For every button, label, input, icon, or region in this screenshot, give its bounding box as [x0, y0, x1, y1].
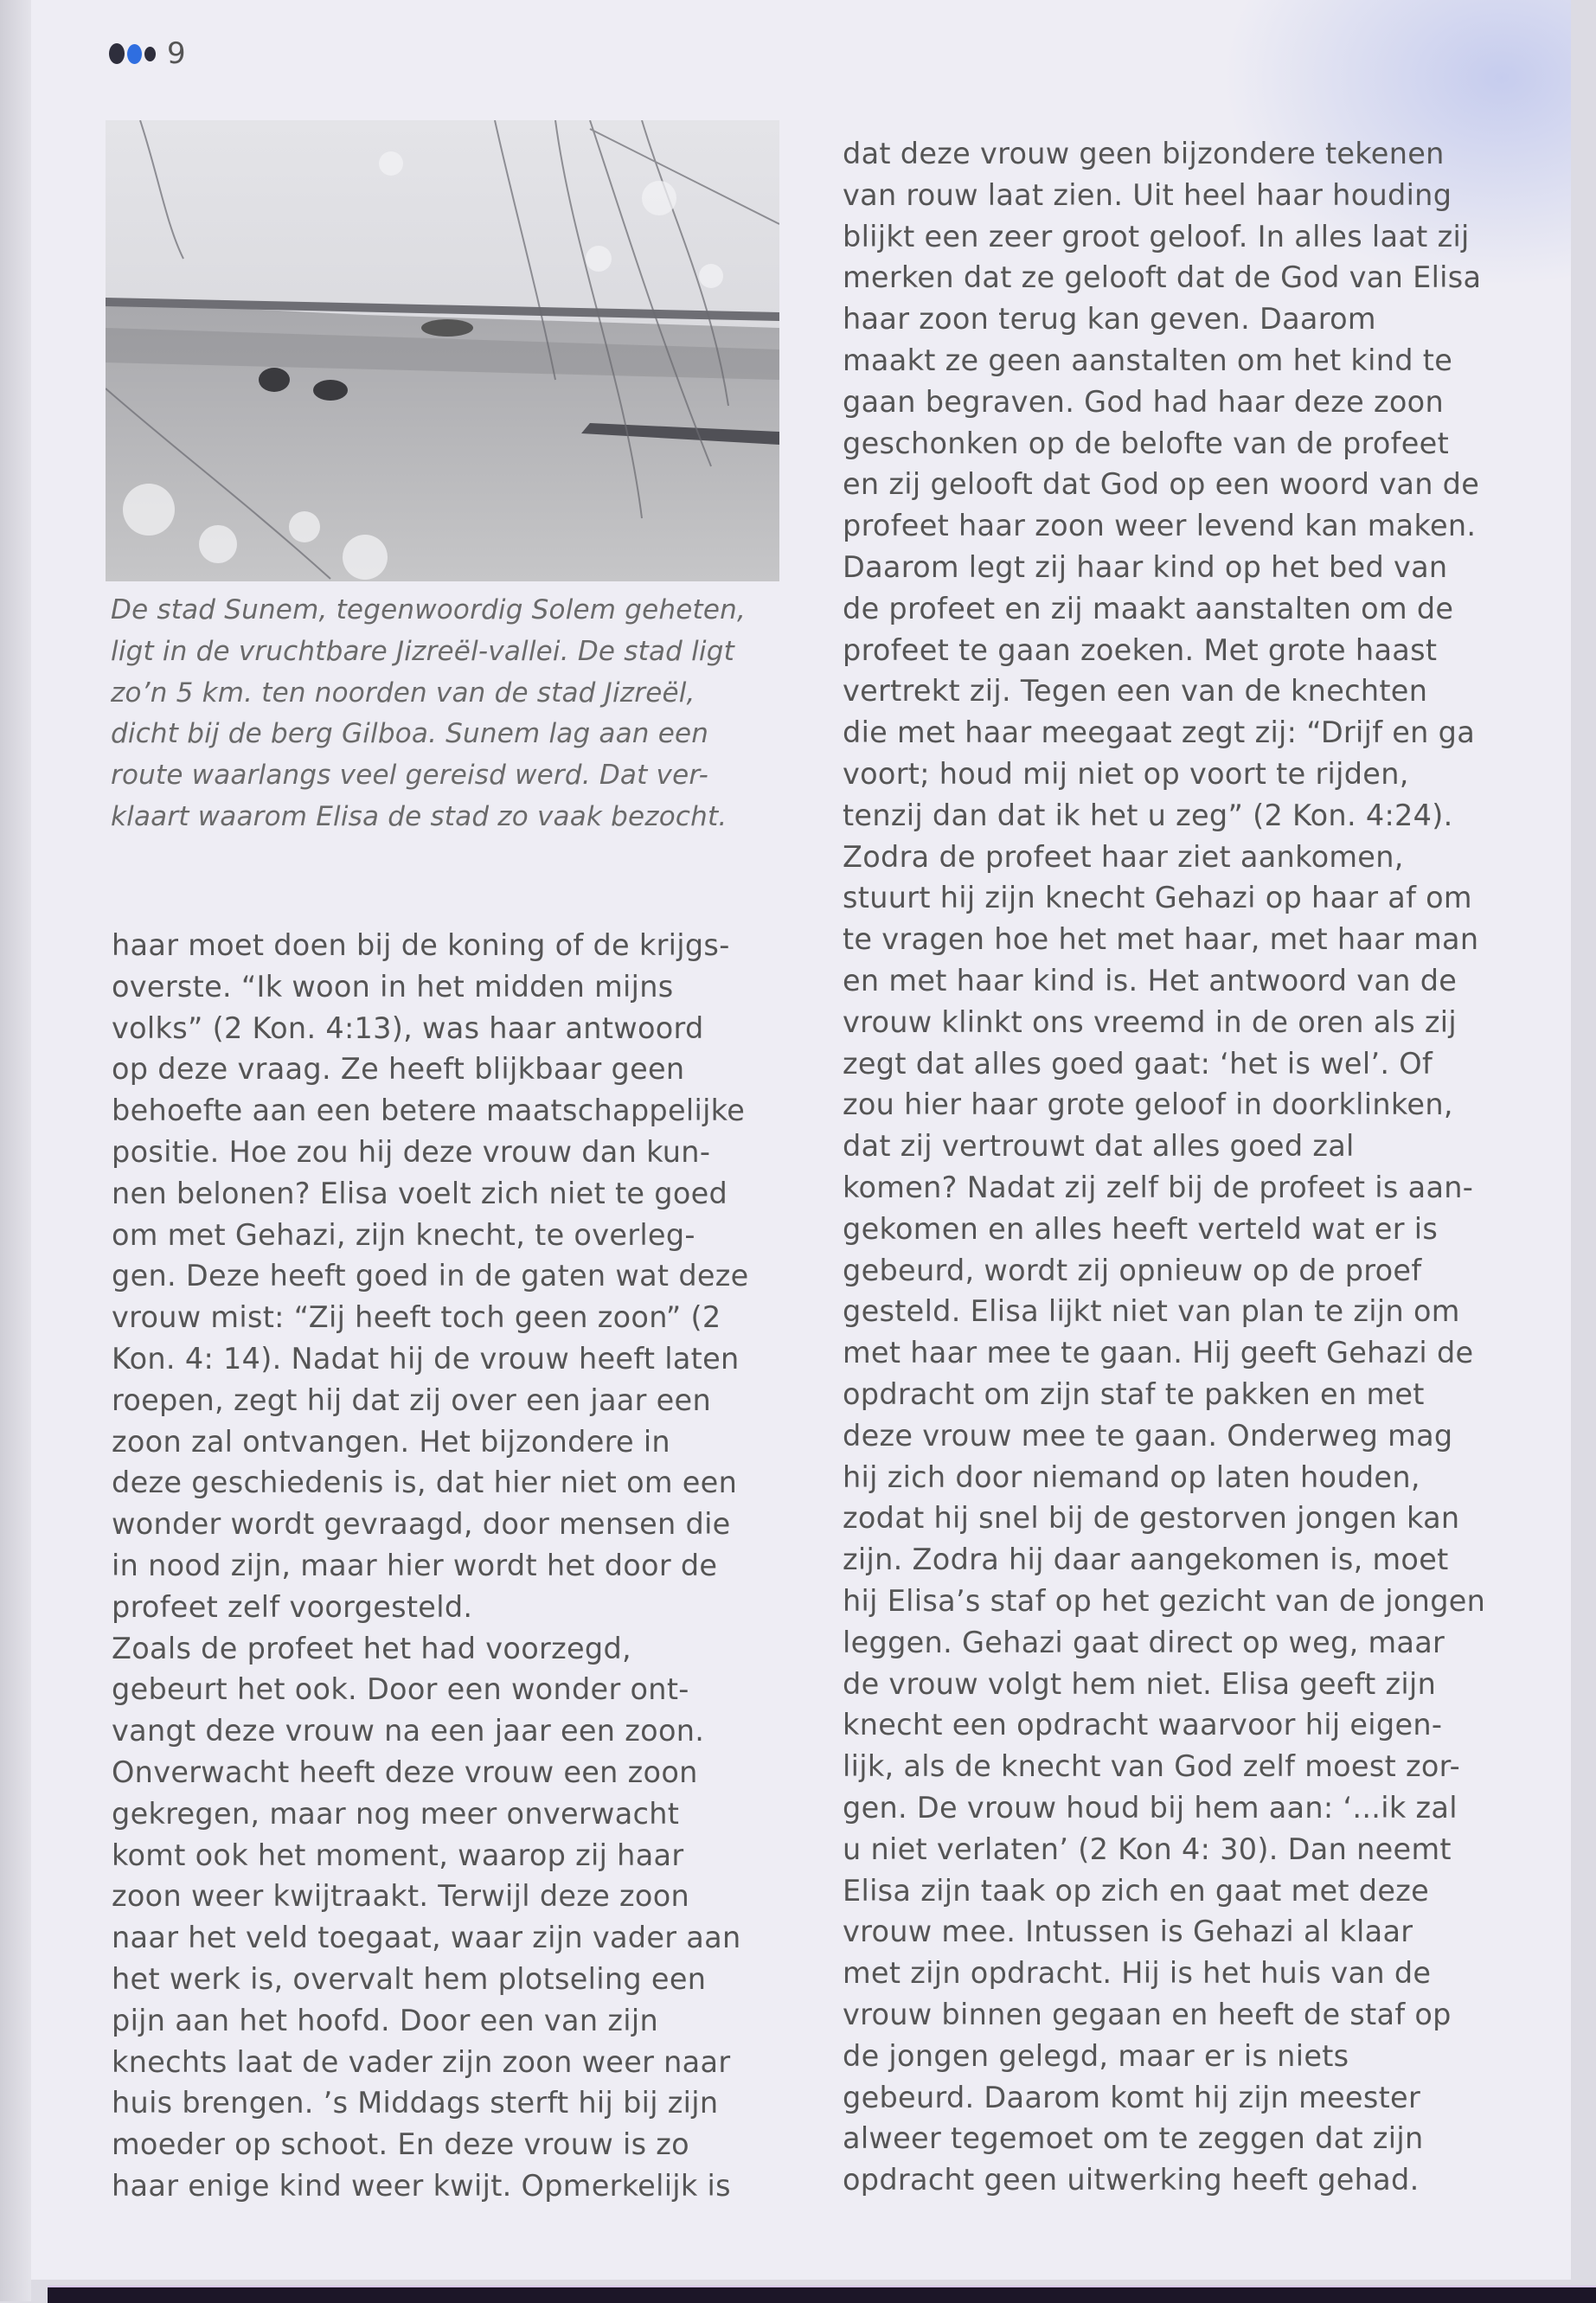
text-line: op deze vraag. Ze heeft blijkbaar geen: [112, 1052, 685, 1087]
text-line: knechts laat de vader zijn zoon weer naar: [112, 2044, 731, 2079]
text-line: vrouw mee. Intussen is Gehazi al klaar: [843, 1915, 1413, 1949]
text-line: komt ook het moment, waarop zij haar: [112, 1838, 684, 1872]
text-line: Elisa zijn taak op zich en gaat met deze: [843, 1873, 1430, 1908]
text-line: vangt deze vrouw na een jaar een zoon.: [112, 1714, 705, 1748]
text-line: die met haar meegaat zegt zij: “Drijf en ga: [843, 715, 1476, 750]
text-line: om met Gehazi, zijn knecht, te overleg-: [112, 1217, 695, 1252]
text-line: vrouw mist: “Zij heeft toch geen zoon” (2: [112, 1300, 721, 1335]
text-line: te vragen hoe het met haar, met haar man: [843, 922, 1479, 957]
text-line: nen belonen? Elisa voelt zich niet te goed: [112, 1176, 728, 1210]
text-line: en zij gelooft dat God op een woord van de: [843, 467, 1480, 502]
text-line: stuurt hij zijn knecht Gehazi op haar af om: [843, 881, 1472, 915]
text-line: gebeurt het ook. Door een wonder ont-: [112, 1672, 689, 1707]
text-line: hij zich door niemand op laten houden,: [843, 1459, 1420, 1494]
text-line: maakt ze geen aanstalten om het kind te: [843, 343, 1453, 377]
text-line: gen. Deze heeft goed in de gaten wat deze: [112, 1259, 749, 1293]
text-line: huis brengen. ’s Middags sterft hij bij zijn: [112, 2086, 719, 2120]
caption-line: De stad Sunem, tegenwoordig Solem geheten,: [111, 594, 747, 625]
text-line: wonder wordt gevraagd, door mensen die: [112, 1507, 731, 1542]
text-line: geschonken op de belofte van de profeet: [843, 426, 1450, 460]
text-line: lijk, als de knecht van God zelf moest zor-: [843, 1749, 1460, 1784]
text-line: profeet te gaan zoeken. Met grote haast: [843, 632, 1438, 667]
text-line: zegt dat alles goed gaat: ‘het is wel’. Of: [843, 1046, 1433, 1081]
dot-blue-icon: [127, 44, 142, 64]
text-line: positie. Hoe zou hij deze vrouw dan kun-: [112, 1135, 711, 1169]
text-line: voort; houd mij niet op voort te rijden,: [843, 757, 1409, 791]
text-line: deze vrouw mee te gaan. Onderweg mag: [843, 1418, 1453, 1453]
text-line: Zodra de profeet haar ziet aankomen,: [843, 839, 1404, 874]
text-line: deze geschiedenis is, dat hier niet om een: [112, 1466, 738, 1500]
text-line: Daarom legt zij haar kind op het bed van: [843, 550, 1448, 584]
landscape-photo: [106, 120, 779, 581]
text-line: opdracht om zijn staf te pakken en met: [843, 1377, 1425, 1411]
text-line: moeder op schoot. En deze vrouw is zo: [112, 2127, 689, 2162]
text-line: volks” (2 Kon. 4:13), was haar antwoord: [112, 1010, 704, 1045]
dot-dark-icon: [109, 43, 125, 64]
text-line: Onverwacht heeft deze vrouw een zoon: [112, 1755, 698, 1789]
text-line: overste. “Ik woon in het midden mijns: [112, 969, 674, 1004]
text-line: de vrouw volgt hem niet. Elisa geeft zijn: [843, 1666, 1437, 1701]
text-line: gekregen, maar nog meer onverwacht: [112, 1796, 680, 1831]
text-line: vrouw binnen gegaan en heeft de staf op: [843, 1998, 1452, 2031]
text-line: behoefte aan een betere maatschappelijke: [112, 1094, 746, 1128]
text-line: het werk is, overvalt hem plotseling een: [112, 1962, 707, 1996]
text-line: naar het veld toegaat, waar zijn vader aan: [112, 1921, 741, 1955]
text-line: met zijn opdracht. Hij is het huis van de: [843, 1956, 1432, 1991]
text-line: gekomen en alles heeft verteld wat er is: [843, 1211, 1439, 1246]
text-line: tenzij dan dat ik het u zeg” (2 Kon. 4:24).: [843, 798, 1453, 832]
text-line: alweer tegemoet om te zeggen dat zijn: [843, 2121, 1424, 2156]
text-line: gebeurd, wordt zij opnieuw op de proef: [843, 1253, 1422, 1287]
text-line: en met haar kind is. Het antwoord van de: [843, 964, 1458, 998]
page-folio: [109, 36, 186, 71]
text-line: knecht een opdracht waarvoor hij eigen-: [843, 1708, 1443, 1742]
text-line: gesteld. Elisa lijkt niet van plan te zijn om: [843, 1294, 1460, 1329]
caption-line: dicht bij de berg Gilboa. Sunem lag aan een: [111, 718, 709, 750]
text-line: zoon weer kwijtraakt. Terwijl deze zoon: [112, 1879, 690, 1914]
text-line: dat zij vertrouwt dat alles goed zal: [843, 1129, 1355, 1164]
text-line: zoon zal ontvangen. Het bijzondere in: [112, 1424, 670, 1459]
text-line: blijkt een zeer groot geloof. In alles laat zij: [843, 219, 1470, 253]
text-line: gebeurd. Daarom komt hij zijn meester: [843, 2080, 1421, 2114]
text-line: gen. De vrouw houd bij hem aan: ‘...ik zal: [843, 1791, 1458, 1825]
landscape-photo-icon: [106, 120, 779, 581]
text-line: profeet zelf voorgesteld.: [112, 1589, 473, 1624]
text-line: leggen. Gehazi gaat direct op weg, maar: [843, 1625, 1445, 1659]
text-line: gaan begraven. God had haar deze zoon: [843, 384, 1444, 419]
text-line: met haar mee te gaan. Hij geeft Gehazi de: [843, 1336, 1474, 1370]
page-bottom-edge: [48, 2286, 1596, 2303]
text-line: hij Elisa’s staf op het gezicht van de jongen: [843, 1584, 1486, 1618]
text-line: u niet verlaten’ (2 Kon 4: 30). Dan neemt: [843, 1831, 1452, 1866]
text-line: zijn. Zodra hij daar aangekomen is, moet: [843, 1543, 1449, 1577]
text-line: haar moet doen bij de koning of de krijgs-: [112, 928, 730, 962]
dot-small-icon: [144, 47, 156, 61]
caption-line: ligt in de vruchtbare Jizreël-vallei. De stad ligt: [111, 635, 734, 667]
text-line: Zoals de profeet het had voorzegd,: [112, 1631, 631, 1665]
text-line: vertrekt zij. Tegen een van de knechten: [843, 674, 1428, 709]
text-line: zodat hij snel bij de gestorven jongen kan: [843, 1501, 1460, 1536]
text-line: haar zoon terug kan geven. Daarom: [843, 302, 1376, 337]
caption-line: klaart waarom Elisa de stad zo vaak bezocht.: [111, 801, 727, 832]
text-line: zou hier haar grote geloof in doorklinken,: [843, 1087, 1453, 1122]
text-line: merken dat ze gelooft dat de God van Elisa: [843, 260, 1482, 295]
text-line: Kon. 4: 14). Nadat hij de vrouw heeft laten: [112, 1342, 740, 1376]
text-line: de jongen gelegd, maar er is niets: [843, 2038, 1349, 2073]
text-line: de profeet en zij maakt aanstalten om de: [843, 591, 1454, 625]
text-line: van rouw laat zien. Uit heel haar houding: [843, 177, 1452, 212]
page-left-edge: [0, 0, 31, 2301]
caption-line: zo’n 5 km. ten noorden van de stad Jizreël,: [111, 677, 695, 709]
text-line: roepen, zegt hij dat zij over een jaar een: [112, 1382, 712, 1417]
text-line: haar enige kind weer kwijt. Opmerkelijk is: [112, 2169, 731, 2203]
text-line: profeet haar zoon weer levend kan maken.: [843, 509, 1477, 543]
page-number: 9: [167, 36, 186, 71]
text-line: in nood zijn, maar hier wordt het door de: [112, 1549, 718, 1582]
text-line: komen? Nadat zij zelf bij de profeet is aan-: [843, 1171, 1474, 1204]
text-line: vrouw klinkt ons vreemd in de oren als zij: [843, 1004, 1457, 1039]
caption-line: route waarlangs veel gereisd werd. Dat ver-: [111, 760, 708, 792]
text-line: dat deze vrouw geen bijzondere tekenen: [843, 137, 1445, 170]
text-line: opdracht geen uitwerking heeft gehad.: [843, 2163, 1420, 2197]
text-line: pijn aan het hoofd. Door een van zijn: [112, 2003, 658, 2037]
